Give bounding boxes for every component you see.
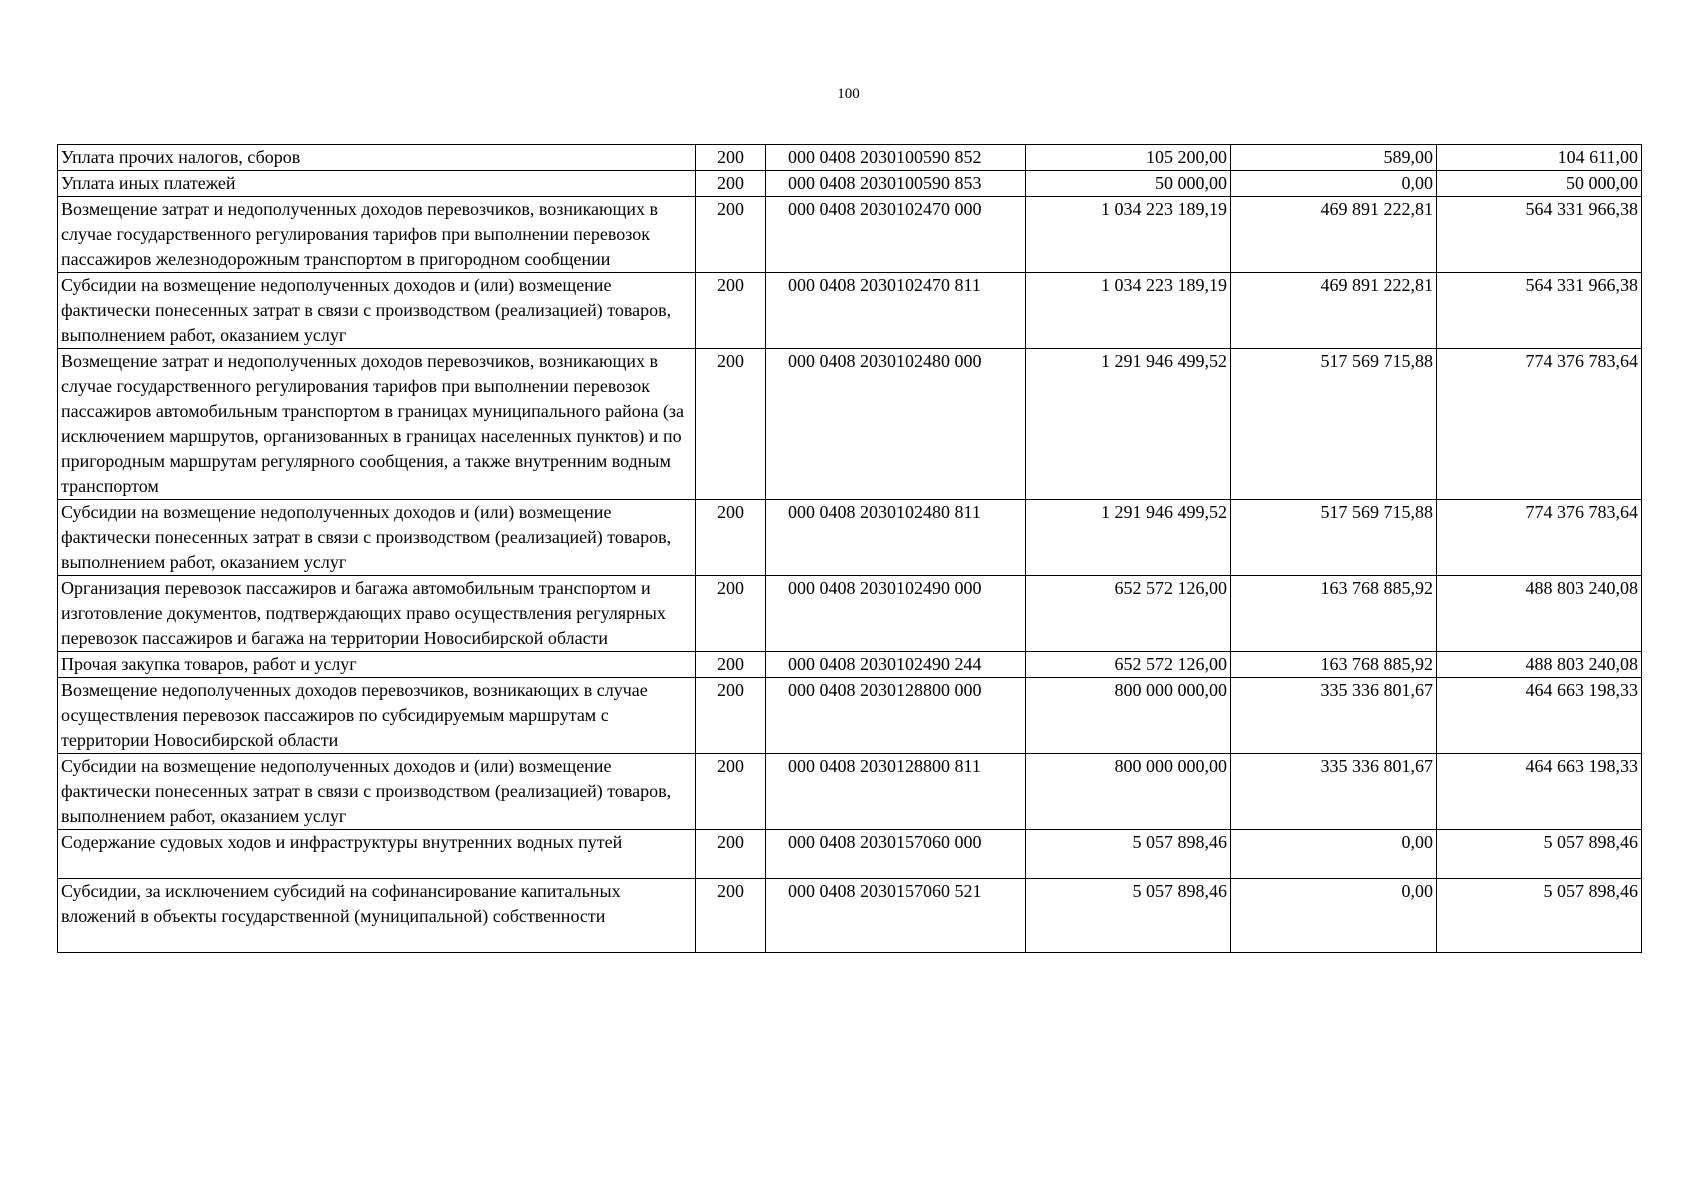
executed-amount: 335 336 801,67 xyxy=(1231,754,1437,830)
page-number: 100 xyxy=(837,86,860,102)
table-row xyxy=(58,171,1642,197)
budget-classification-code: 000 0408 2030157060 000 xyxy=(766,830,1026,879)
approved-amount: 1 291 946 499,52 xyxy=(1026,349,1231,500)
budget-classification-code: 000 0408 2030100590 852 xyxy=(766,145,1026,171)
line-code: 200 xyxy=(696,830,766,879)
budget-classification-code: 000 0408 2030102490 000 xyxy=(766,576,1026,652)
unexecuted-amount: 50 000,00 xyxy=(1437,171,1642,197)
line-code: 200 xyxy=(696,500,766,576)
approved-amount: 5 057 898,46 xyxy=(1026,830,1231,879)
line-code: 200 xyxy=(696,879,766,953)
unexecuted-amount: 5 057 898,46 xyxy=(1437,879,1642,953)
unexecuted-amount: 774 376 783,64 xyxy=(1437,349,1642,500)
budget-classification-code: 000 0408 2030128800 000 xyxy=(766,678,1026,754)
approved-amount: 1 291 946 499,52 xyxy=(1026,500,1231,576)
budget-classification-code: 000 0408 2030102470 000 xyxy=(766,197,1026,273)
line-code: 200 xyxy=(696,652,766,678)
expense-name: Субсидии на возмещение недополученных доходов и (или) возмещение фактически понесенных затрат в связи с производством (реализацией) товаров, выполнением работ, оказанием услуг xyxy=(58,754,696,830)
budget-classification-code: 000 0408 2030102480 000 xyxy=(766,349,1026,500)
unexecuted-amount: 488 803 240,08 xyxy=(1437,652,1642,678)
table-row xyxy=(58,678,1642,754)
approved-amount: 652 572 126,00 xyxy=(1026,652,1231,678)
unexecuted-amount: 464 663 198,33 xyxy=(1437,678,1642,754)
budget-classification-code: 000 0408 2030102470 811 xyxy=(766,273,1026,349)
expense-name: Субсидии, за исключением субсидий на софинансирование капитальных вложений в объекты государственной (муниципальной) собственности xyxy=(58,879,696,953)
expense-name: Субсидии на возмещение недополученных доходов и (или) возмещение фактически понесенных затрат в связи с производством (реализацией) товаров, выполнением работ, оказанием услуг xyxy=(58,273,696,349)
table-row xyxy=(58,879,1642,953)
budget-classification-code: 000 0408 2030100590 853 xyxy=(766,171,1026,197)
line-code: 200 xyxy=(696,197,766,273)
approved-amount: 800 000 000,00 xyxy=(1026,754,1231,830)
table-row xyxy=(58,500,1642,576)
executed-amount: 469 891 222,81 xyxy=(1231,197,1437,273)
approved-amount: 1 034 223 189,19 xyxy=(1026,273,1231,349)
approved-amount: 105 200,00 xyxy=(1026,145,1231,171)
approved-amount: 800 000 000,00 xyxy=(1026,678,1231,754)
executed-amount: 0,00 xyxy=(1231,830,1437,879)
line-code: 200 xyxy=(696,576,766,652)
line-code: 200 xyxy=(696,349,766,500)
approved-amount: 652 572 126,00 xyxy=(1026,576,1231,652)
unexecuted-amount: 488 803 240,08 xyxy=(1437,576,1642,652)
line-code: 200 xyxy=(696,171,766,197)
executed-amount: 163 768 885,92 xyxy=(1231,576,1437,652)
unexecuted-amount: 104 611,00 xyxy=(1437,145,1642,171)
expense-name: Возмещение затрат и недополученных доходов перевозчиков, возникающих в случае государственного регулирования тарифов при выполнении перевозок пассажиров железнодорожным транспортом в пригородном сообщении xyxy=(58,197,696,273)
budget-classification-code: 000 0408 2030102490 244 xyxy=(766,652,1026,678)
budget-classification-code: 000 0408 2030157060 521 xyxy=(766,879,1026,953)
expense-name: Субсидии на возмещение недополученных доходов и (или) возмещение фактически понесенных затрат в связи с производством (реализацией) товаров, выполнением работ, оказанием услуг xyxy=(58,500,696,576)
unexecuted-amount: 464 663 198,33 xyxy=(1437,754,1642,830)
executed-amount: 469 891 222,81 xyxy=(1231,273,1437,349)
table-row xyxy=(58,145,1642,171)
line-code: 200 xyxy=(696,273,766,349)
unexecuted-amount: 5 057 898,46 xyxy=(1437,830,1642,879)
budget-execution-table xyxy=(57,144,1642,953)
expense-name: Содержание судовых ходов и инфраструктуры внутренних водных путей xyxy=(58,830,696,879)
table-row xyxy=(58,349,1642,500)
line-code: 200 xyxy=(696,145,766,171)
expense-name: Организация перевозок пассажиров и багажа автомобильным транспортом и изготовление документов, подтверждающих право осуществления регулярных перевозок пассажиров и багажа на территории Новосибирской области xyxy=(58,576,696,652)
budget-classification-code: 000 0408 2030102480 811 xyxy=(766,500,1026,576)
budget-classification-code: 000 0408 2030128800 811 xyxy=(766,754,1026,830)
expense-name: Прочая закупка товаров, работ и услуг xyxy=(58,652,696,678)
line-code: 200 xyxy=(696,678,766,754)
table-row xyxy=(58,576,1642,652)
table-row xyxy=(58,754,1642,830)
approved-amount: 1 034 223 189,19 xyxy=(1026,197,1231,273)
executed-amount: 517 569 715,88 xyxy=(1231,349,1437,500)
table-row xyxy=(58,830,1642,879)
line-code: 200 xyxy=(696,754,766,830)
expense-name: Возмещение недополученных доходов перевозчиков, возникающих в случае осуществления перевозок пассажиров по субсидируемым маршрутам с территории Новосибирской области xyxy=(58,678,696,754)
table-row xyxy=(58,652,1642,678)
executed-amount: 335 336 801,67 xyxy=(1231,678,1437,754)
approved-amount: 50 000,00 xyxy=(1026,171,1231,197)
executed-amount: 589,00 xyxy=(1231,145,1437,171)
table-row xyxy=(58,273,1642,349)
table-row xyxy=(58,197,1642,273)
executed-amount: 163 768 885,92 xyxy=(1231,652,1437,678)
executed-amount: 0,00 xyxy=(1231,171,1437,197)
approved-amount: 5 057 898,46 xyxy=(1026,879,1231,953)
unexecuted-amount: 774 376 783,64 xyxy=(1437,500,1642,576)
expense-name: Возмещение затрат и недополученных доходов перевозчиков, возникающих в случае государственного регулирования тарифов при выполнении перевозок пассажиров автомобильным транспортом в границах муниципального района (за исключением маршрутов, организованных в границах населенных пунктов) и по пригородным маршрутам регулярного сообщения, а также внутренним водным транспортом xyxy=(58,349,696,500)
executed-amount: 0,00 xyxy=(1231,879,1437,953)
unexecuted-amount: 564 331 966,38 xyxy=(1437,273,1642,349)
expense-name: Уплата прочих налогов, сборов xyxy=(58,145,696,171)
unexecuted-amount: 564 331 966,38 xyxy=(1437,197,1642,273)
expense-name: Уплата иных платежей xyxy=(58,171,696,197)
executed-amount: 517 569 715,88 xyxy=(1231,500,1437,576)
